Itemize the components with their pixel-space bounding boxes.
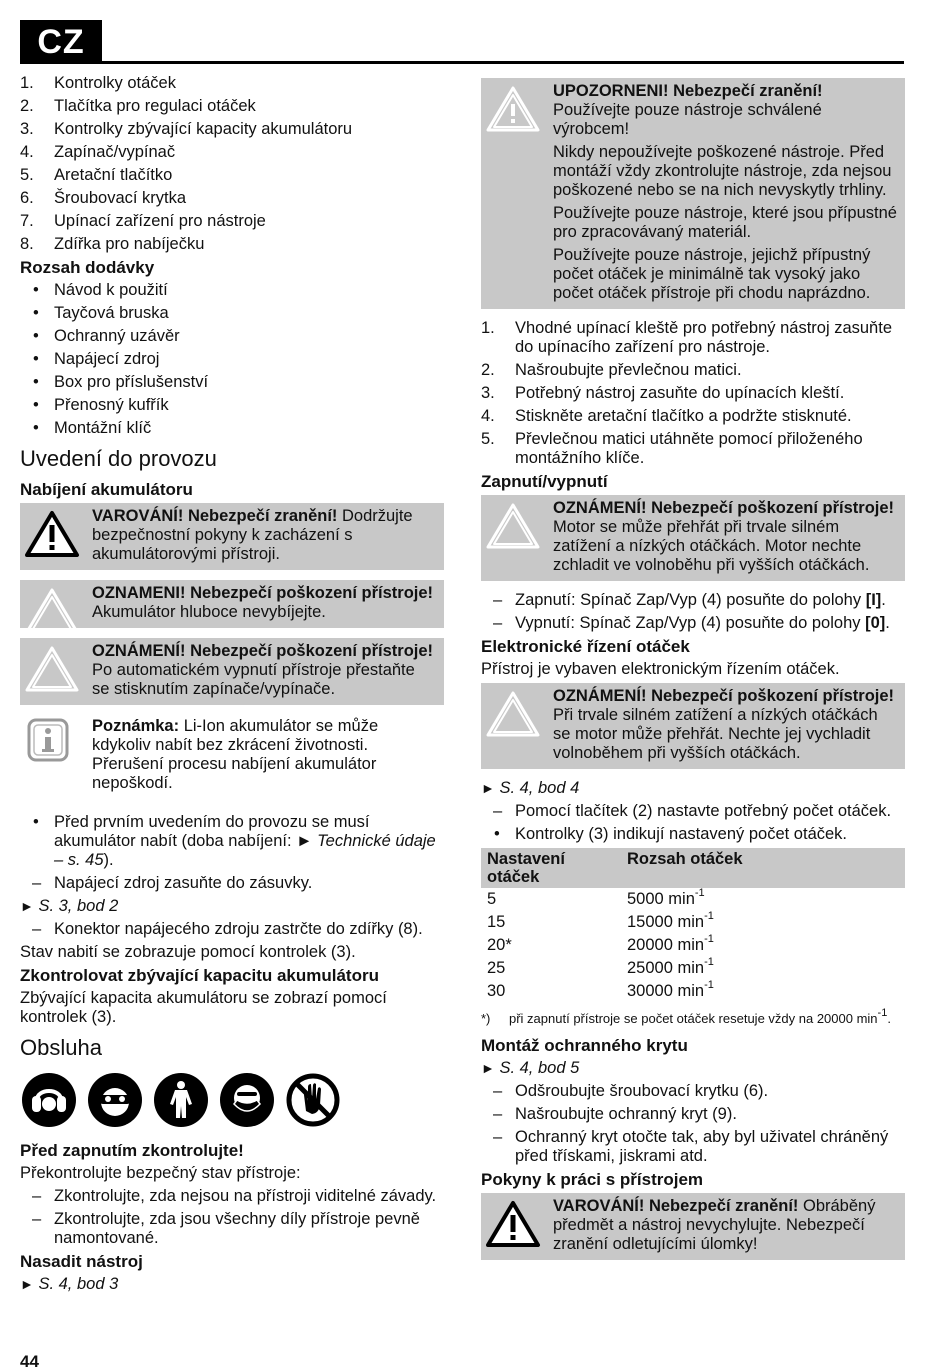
- list-item: • Před prvním uvedením do provozu se musí akumulátor nabít (doba nabíjení: ► Technické údaje – s. 45).: [20, 813, 444, 870]
- notice-text: Při trvale silném zatížení a nízkých otáčkách se motor může přehřát. Nechte jej vychladit volnoběhem při vyšších otáčkách.: [553, 706, 878, 762]
- notice-box-overheat: [481, 495, 905, 581]
- figure-reference: ► S. 4, bod 4: [481, 779, 580, 797]
- list-item: 1. Vhodné upínací kleště pro potřebný nástroj zasuňte do upínacího zařízení pro nástroje.: [481, 319, 892, 356]
- steps-list: [481, 319, 905, 468]
- notice-label: OZNÁMENÍ! Nebezpečí poškození přístroje!: [553, 687, 895, 705]
- table-cell: 5000 $\min^{-1}$: [627, 886, 705, 908]
- speed-title: Elektronické řízení otáček: [481, 637, 690, 656]
- warning-box-work: [481, 1193, 905, 1260]
- charging-title: Nabíjení akumulátoru: [20, 480, 193, 499]
- warning-text: Používejte pouze nástroje, jejichž přípustný počet otáček je minimálně tak vysoký jako počet otáček přístroje při chodu naprázdno.: [553, 246, 871, 302]
- delivery-title: Rozsah dodávky: [20, 258, 155, 277]
- guard-title: Montáž ochranného krytu: [481, 1036, 688, 1055]
- list-item: – Pomocí tlačítek (2) nastavte potřebný počet otáček.: [481, 802, 905, 821]
- warning-triangle-icon: [24, 509, 80, 559]
- ear-protection-icon: [22, 1073, 76, 1127]
- list-item: 5. Převlečnou matici utáhněte pomocí přiloženého montážního klíče.: [481, 430, 863, 467]
- notice-triangle-icon: [485, 501, 541, 551]
- check-list: [20, 1187, 444, 1248]
- list-item: 2. Tlačítka pro regulaci otáček: [20, 97, 256, 115]
- capacity-text: Zbývající kapacita akumulátoru se zobrazí pomocí kontrolek (3).: [20, 989, 387, 1026]
- list-item: 1. Kontrolky otáček: [20, 74, 176, 92]
- figure-reference: ► S. 3, bod 2: [20, 897, 119, 915]
- list-item: 3. Kontrolky zbývající kapacity akumulátoru: [20, 120, 353, 138]
- list-item: – Zkontrolujte, zda jsou všechny díly přístroje pevně namontované.: [20, 1210, 444, 1248]
- table-cell: 15: [487, 913, 506, 931]
- list-item: – Zkontrolujte, zda nejsou na přístroji viditelné závady.: [20, 1187, 444, 1206]
- speed-bullet-list: [481, 825, 905, 844]
- list-item: • Ochranný uzávěr: [20, 327, 444, 346]
- notice-text: Po automatickém vypnutí přístroje přestaňte se stisknutím zapínače/vypínače.: [92, 661, 415, 698]
- table-cell: 30: [487, 982, 506, 1000]
- list-item: – Našroubujte ochranný kryt (9).: [481, 1105, 905, 1124]
- notice-text: Motor se může přehřát při trvale silném zatížení a nízkých otáčkách. Motor nechte zchladit ve volnoběhu při vyšších otáčkách.: [553, 518, 870, 574]
- notice-box-speed: [481, 683, 905, 769]
- speed-dash-list: [481, 802, 905, 821]
- warning-triangle-icon: [485, 84, 541, 134]
- onoff-title: Zapnutí/vypnutí: [481, 472, 608, 491]
- header-rule: [20, 61, 904, 64]
- figure-reference: ► S. 4, bod 5: [481, 1059, 580, 1077]
- onoff-list: [481, 591, 905, 633]
- table-cell: 5: [487, 890, 497, 908]
- notice-triangle-icon: [24, 644, 80, 694]
- table-row: [481, 911, 905, 934]
- list-item: – Vypnutí: Spínač Zap/Vyp (4) posuňte do polohy [0].: [481, 614, 905, 633]
- speed-intro: Přístroj je vybaven elektronickým řízením otáček.: [481, 660, 840, 678]
- list-item: • Návod k použití: [20, 281, 444, 300]
- warning-text: Obráběný předmět a nástroj nevychylujte. Nebezpečí zranění odletujícími úlomky!: [553, 1197, 876, 1253]
- parts-list: [20, 74, 444, 254]
- warning-text: Používejte pouze nástroje schválené výrobcem!: [553, 101, 822, 138]
- language-tag: CZ: [20, 20, 102, 64]
- first-use-list: [20, 813, 444, 870]
- right-column: [481, 78, 905, 1270]
- capacity-title: Zkontrolovat zbývající kapacitu akumulátoru: [20, 966, 379, 985]
- table-cell: 25000 $\min^{-1}$: [627, 955, 714, 977]
- list-item: 3. Potřebný nástroj zasuňte do upínacích kleští.: [481, 384, 845, 402]
- notice-text: Akumulátor hluboce nevybíjejte.: [92, 603, 326, 621]
- list-item: • Box pro příslušenství: [20, 373, 444, 392]
- warning-label: UPOZORNENI! Nebezpečí zranění!: [553, 82, 823, 100]
- list-item: 2. Našroubujte převlečnou matici.: [481, 361, 742, 379]
- table-footnote: *) při zapnutí přístroje se počet otáček resetuje vždy na 20000 $\min^{-1}$.: [481, 1006, 891, 1026]
- table-header-cell: Rozsah otáček: [621, 848, 905, 888]
- warning-text: Dodržujte bezpečnostní pokyny k zacházení s akumulátorovými přístroji.: [92, 507, 413, 563]
- list-item: 8. Zdířka pro nabíječku: [20, 235, 205, 253]
- dust-mask-icon: [220, 1073, 274, 1127]
- list-item: – Zapnutí: Spínač Zap/Vyp (4) posuňte do polohy [I].: [481, 591, 905, 610]
- notice-box-discharge: [20, 580, 444, 628]
- table-cell: 25: [487, 959, 506, 977]
- safety-pictograms: [22, 1073, 444, 1127]
- list-item: – Konektor napájecého zdroju zastrčte do zdířky (8).: [20, 920, 444, 939]
- warning-triangle-icon: [485, 1199, 541, 1249]
- protective-clothing-icon: [154, 1073, 208, 1127]
- plug-list: [20, 874, 444, 893]
- connector-list: [20, 920, 444, 939]
- list-item: 4. Stiskněte aretační tlačítko a podržte stisknuté.: [481, 407, 852, 425]
- list-item: 4. Zapínač/vypínač: [20, 143, 176, 161]
- list-item: – Napájecí zdroj zasuňte do zásuvky.: [20, 874, 444, 893]
- table-cell: 20000 $\min^{-1}$: [627, 932, 714, 954]
- left-column: [20, 74, 444, 1298]
- info-icon: [26, 717, 70, 763]
- list-item: • Přenosný kufřík: [20, 396, 444, 415]
- note-text: Li-Ion akumulátor se může kdykoliv nabít bez zkrácení životnosti. Přerušení procesu nabíjení akumulátor nepoškodí.: [92, 717, 379, 792]
- table-cell: 15000 $\min^{-1}$: [627, 909, 714, 931]
- table-cell: 20*: [487, 936, 512, 954]
- note-box-liion: [20, 715, 444, 801]
- warning-label: VAROVÁNÍ! Nebezpečí zranění!: [92, 507, 338, 525]
- list-item: • Napájecí zdroj: [20, 350, 444, 369]
- cross-reference-link[interactable]: ► Technické údaje – s. 45: [54, 832, 436, 869]
- table-row: [481, 957, 905, 980]
- charge-state-text: Stav nabití se zobrazuje pomocí kontrolek (3).: [20, 943, 356, 961]
- table-row: [481, 888, 905, 911]
- list-item: – Odšroubujte šroubovací krytku (6).: [481, 1082, 905, 1101]
- warning-box-tools: [481, 78, 905, 309]
- list-item: – Ochranný kryt otočte tak, aby byl uživatel chráněný před třískami, jiskrami atd.: [481, 1128, 905, 1166]
- notice-label: OZNAMENI! Nebezpečí poškození přístroje!: [92, 584, 434, 602]
- list-item: 7. Upínací zařízení pro nástroje: [20, 212, 266, 230]
- delivery-list: [20, 281, 444, 438]
- no-gloves-icon: [286, 1073, 340, 1127]
- warning-box-battery: [20, 503, 444, 570]
- list-item: 5. Aretační tlačítko: [20, 166, 173, 184]
- list-item: 6. Šroubovací krytka: [20, 189, 187, 207]
- warning-text: Používejte pouze nástroje, které jsou přípustné pro zpracovávaný materiál.: [553, 204, 897, 241]
- operation-title: Obsluha: [20, 1035, 102, 1060]
- notice-triangle-icon: [485, 689, 541, 739]
- table-header-cell: Nastavení otáček: [481, 848, 621, 888]
- notice-box-autooff: [20, 638, 444, 705]
- check-intro: Překontrolujte bezpečný stav přístroje:: [20, 1164, 301, 1182]
- note-label: Poznámka:: [92, 717, 180, 735]
- table-row: [481, 980, 905, 1003]
- eye-protection-icon: [88, 1073, 142, 1127]
- startup-title: Uvedení do provozu: [20, 446, 217, 471]
- insert-title: Nasadit nástroj: [20, 1252, 143, 1271]
- table-cell: 30000 $\min^{-1}$: [627, 978, 714, 1000]
- list-item: • Montážní klíč: [20, 419, 444, 438]
- notice-label: OZNÁMENÍ! Nebezpečí poškození přístroje!: [553, 499, 895, 517]
- notice-triangle-icon: [24, 586, 80, 636]
- work-title: Pokyny k práci s přístrojem: [481, 1170, 704, 1189]
- warning-label: VAROVÁNÍ! Nebezpečí zranění!: [553, 1197, 799, 1215]
- page-number: 44: [20, 1352, 39, 1371]
- figure-reference: ► S. 4, bod 3: [20, 1275, 119, 1293]
- guard-list: [481, 1082, 905, 1166]
- table-header-row: [481, 848, 905, 888]
- notice-label: OZNÁMENÍ! Nebezpečí poškození přístroje!: [92, 642, 434, 660]
- table-row: [481, 934, 905, 957]
- check-title: Před zapnutím zkontrolujte!: [20, 1141, 244, 1160]
- warning-text: Nikdy nepoužívejte poškozené nástroje. Před montáží vždy zkontrolujte nástroje, zda nejsou poškozené nebo se na nich nevyskytly trhliny.: [553, 143, 892, 199]
- list-item: • Kontrolky (3) indikují nastavený počet otáček.: [481, 825, 905, 844]
- speed-table: [481, 848, 905, 1003]
- list-item: • Tayčová bruska: [20, 304, 444, 323]
